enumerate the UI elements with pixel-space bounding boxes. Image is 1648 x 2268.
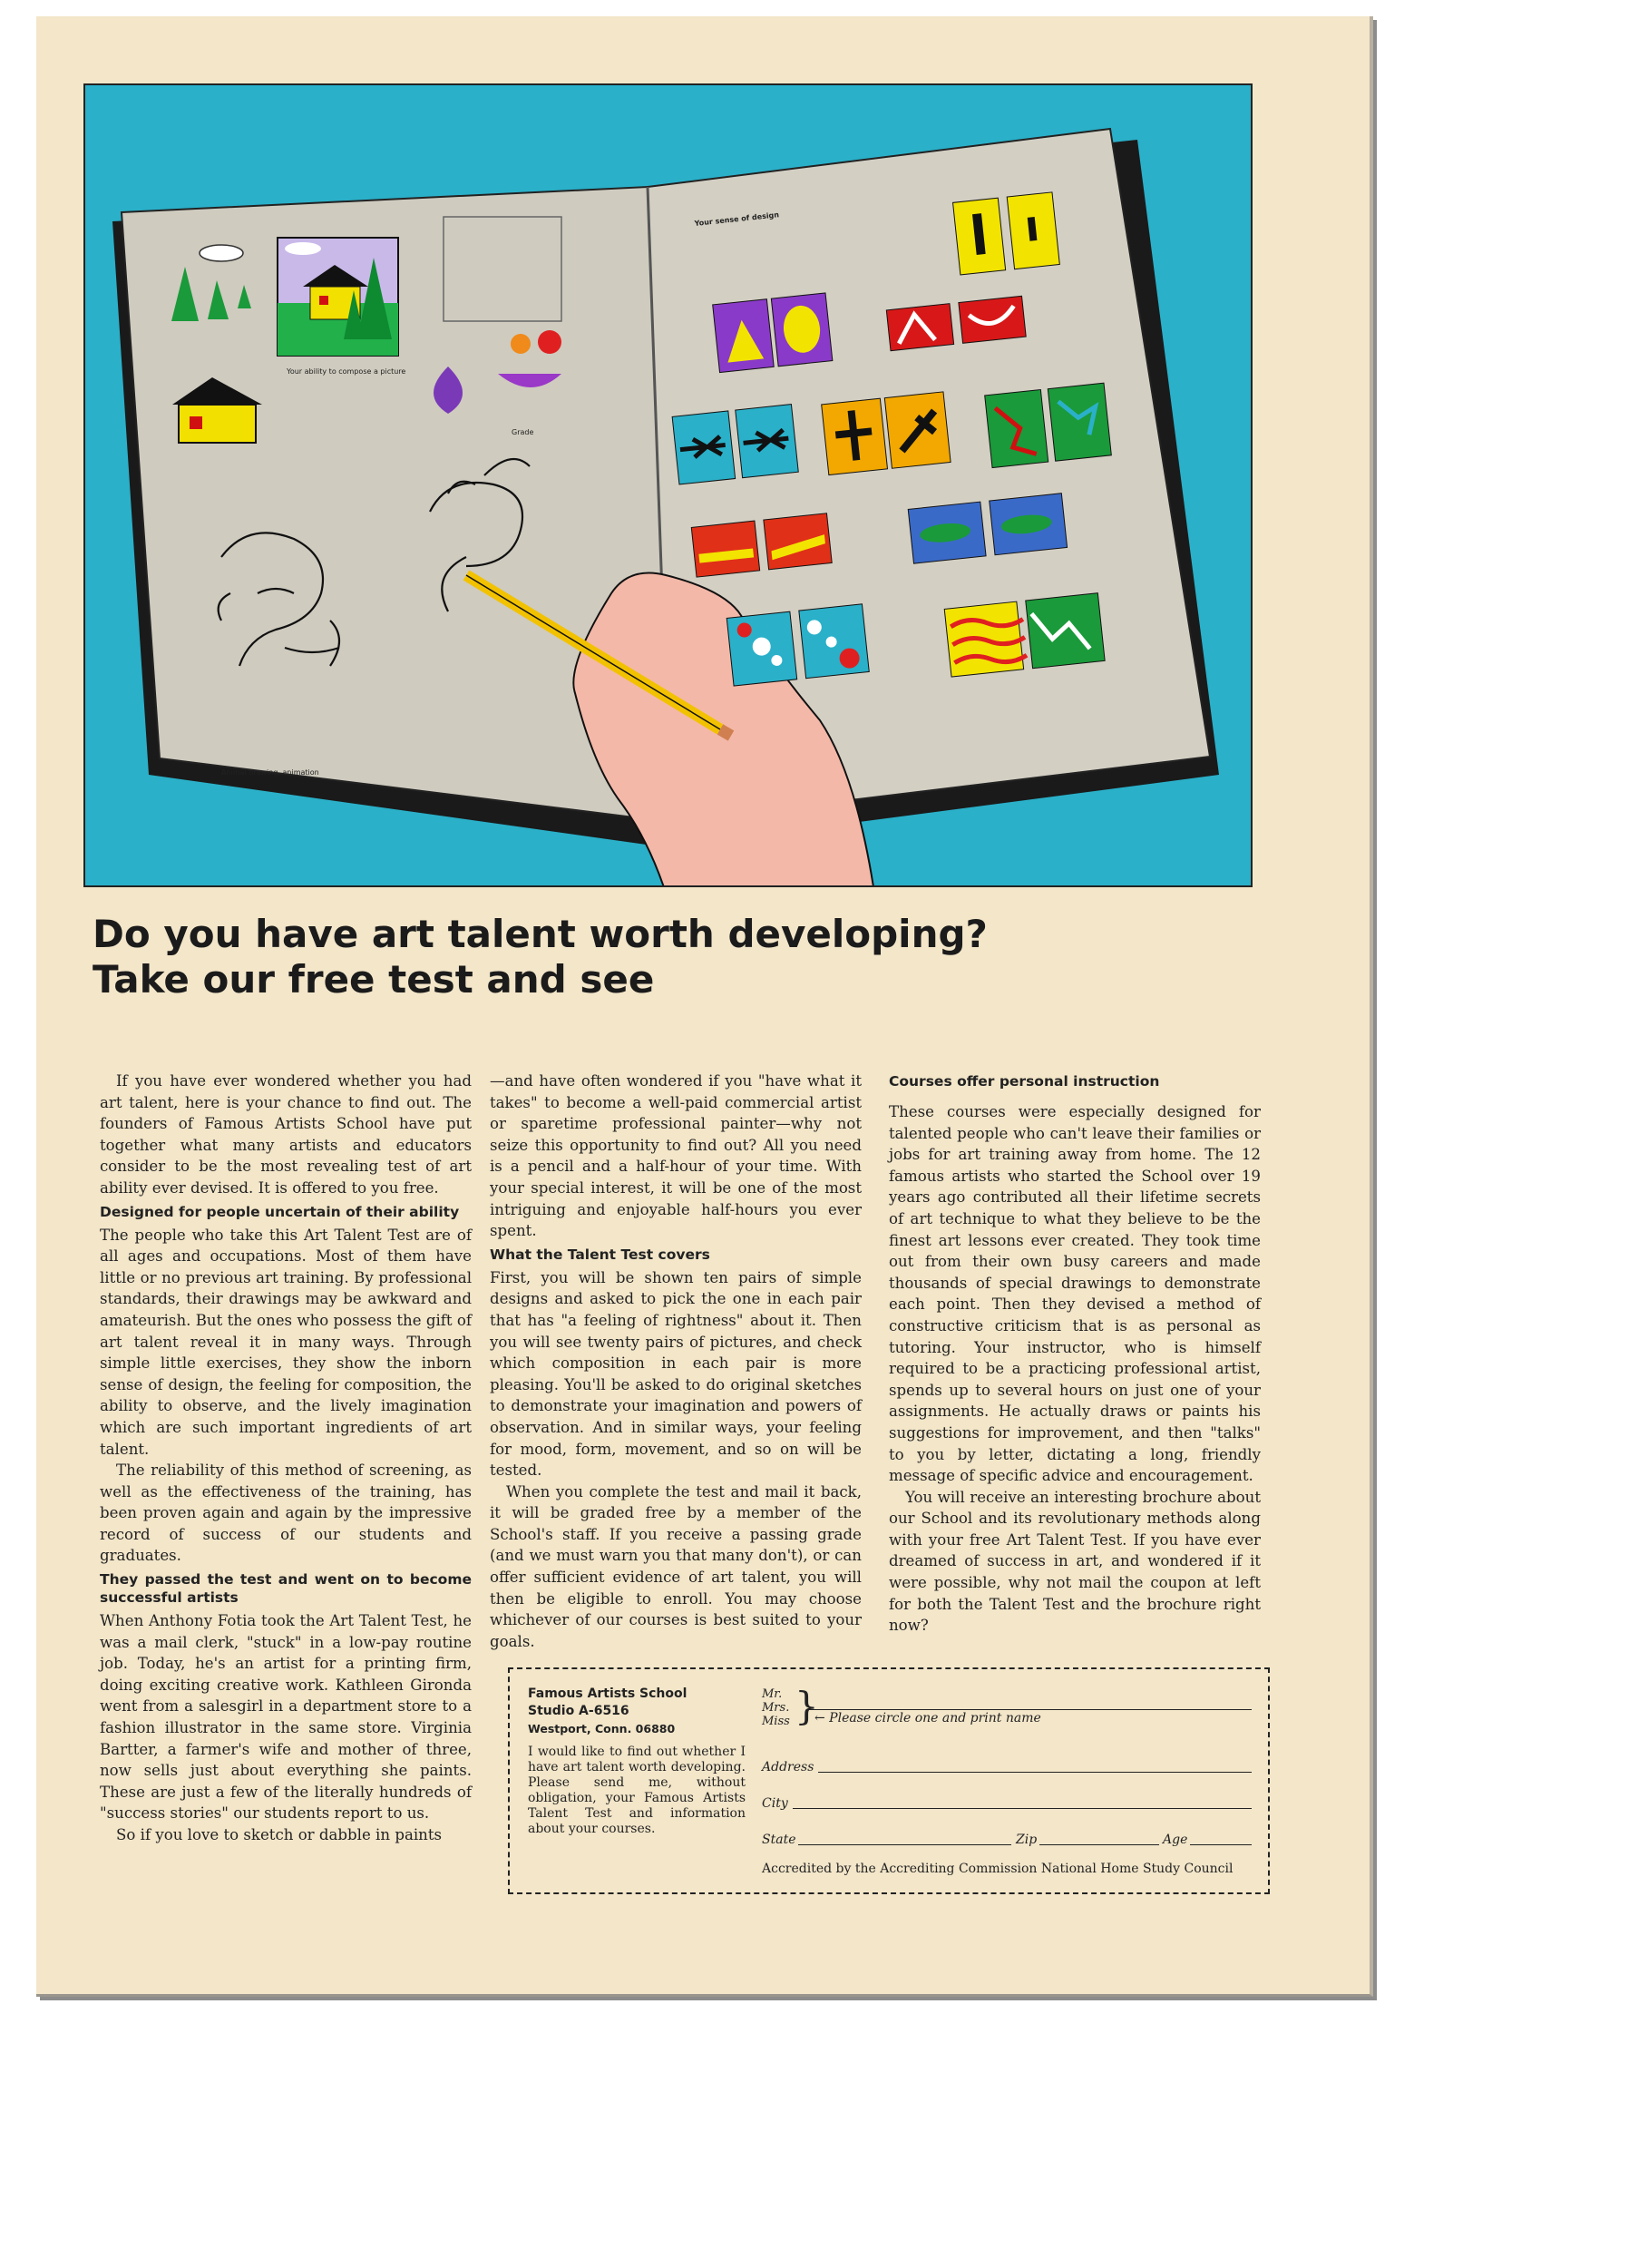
coupon-title-mr[interactable]: Mr.	[762, 1687, 783, 1701]
coupon-zip-label: Zip	[1016, 1833, 1038, 1847]
col1-paragraph-3: The reliability of this method of screening, as well as the effectiveness of the training, has been proven again and again by the impressive record of success of our students and graduates.	[100, 1461, 472, 1565]
headline-line2: Take our free test and see	[93, 957, 655, 1002]
coupon-studio: Studio A-6516	[528, 1704, 629, 1718]
coupon-school-name: Famous Artists School	[528, 1686, 687, 1701]
coupon-name-line[interactable]	[807, 1709, 1252, 1710]
coupon-city-line[interactable]	[793, 1808, 1252, 1809]
coupon-title-options[interactable]	[762, 1687, 790, 1728]
brace-glyph: }	[795, 1684, 819, 1728]
article-column-1	[100, 1070, 472, 1846]
coupon-accreditation: Accredited by the Accrediting Commission National Home Study Council	[762, 1862, 1234, 1876]
mail-in-coupon[interactable]	[508, 1667, 1270, 1894]
coupon-age-label: Age	[1163, 1833, 1188, 1847]
animal-caption: Animal drawing, animation	[221, 768, 319, 777]
compose-caption: Your ability to compose a picture	[287, 367, 406, 376]
coupon-state-line[interactable]	[798, 1844, 1011, 1845]
coupon-title-miss[interactable]: Miss	[762, 1715, 790, 1728]
coupon-circle-note: ← Please circle one and print name	[814, 1711, 1041, 1725]
cloud-sketch-icon	[200, 245, 243, 261]
col2-paragraph-1: —and have often wondered if you "have what it takes" to become a well-paid commercial artist or sparetime professional painter—why not seize this opportunity to find out? All you need is a pencil and a half-hour of your time. With your special interest, it will be one of the most intriguing and enjoyable half-hours you ever spent.	[490, 1072, 862, 1240]
grade-label: Grade	[512, 428, 534, 436]
coupon-request-text: I would like to find out whether I have art talent worth developing. Please send me, without obligation, your Famous Artists Talent Test and information about your courses.	[528, 1745, 746, 1836]
coupon-state-row[interactable]	[762, 1813, 1252, 1849]
col1-paragraph-4: When Anthony Fotia took the Art Talent Test, he was a mail clerk, "stuck" in a low-pay routine job. Today, he's an artist for a printing firm, doing exciting creative work. Kathleen Gironda went from a salesgirl in a department store to a fashion illustrator in the same store. Virginia Bartter, a farmer's wife and mother of three, now sells just about everything she paints. These are just a few of the literally hundreds of "success stories" our students report to us.	[100, 1612, 472, 1823]
col2-paragraph-3: When you complete the test and mail it back, it will be graded free by a member of the School's staff. If you receive a passing grade (and we must warn you that many don't), or can offer sufficient evidence of art talent, you will then be eligible to enroll. You may choose whichever of our courses is best suited to your goals.	[490, 1482, 862, 1650]
coupon-name-row[interactable]	[762, 1684, 1252, 1740]
col1-paragraph-1: If you have ever wondered whether you had art talent, here is your chance to find out. The founders of Famous Artists School have put together what many artists and educators consider to be the most revealing test of art ability ever devised. It is offered to you free.	[100, 1072, 472, 1197]
coupon-zip-line[interactable]	[1039, 1844, 1159, 1845]
col2-paragraph-2: First, you will be shown ten pairs of simple designs and asked to pick the one in each pair that has "a feeling of rightness" about it. Then you will see twenty pairs of pictures, and check which composition in each pair is more pleasing. You'll be asked to do original sketches to demonstrate your imagination and powers of observation. And in similar ways, your feeling for mood, form, movement, and so on will be tested.	[490, 1268, 862, 1480]
coupon-city: Westport, Conn. 06880	[528, 1722, 676, 1735]
coupon-city-label: City	[762, 1796, 788, 1811]
col3-paragraph-1: These courses were especially designed for talented people who can't leave their families or jobs for art training away from home. The 12 famous artists who started the School over 19 years ago contributed all their lifetime secrets of art technique to what they believe to be the finest art lessons ever created. They took time out from their own busy careers and made thousands of special drawings to demonstrate each point. Then they devised a method of constructive criticism that is as personal as tutoring. Your instructor, who is himself required to be a practicing professional artist, spends up to several hours on just one of your assignments. He actually draws or paints his suggestions for improvement, and then "talks" to you by letter, dictating a long, friendly message of specific advice and encouragement.	[889, 1103, 1261, 1485]
headline-line1: Do you have art talent worth developing?	[93, 912, 988, 956]
coupon-address-row[interactable]	[762, 1740, 1252, 1776]
coupon-city-row[interactable]	[762, 1776, 1252, 1813]
sense-heading: Your sense of design	[694, 210, 780, 228]
coupon-address-label: Address	[762, 1760, 814, 1774]
illustration-art-test-book	[83, 83, 1253, 887]
col3-paragraph-2: You will receive an interesting brochure about our School and its revolutionary methods along with your free Art Talent Test. If you have ever dreamed of success in art, and wondered if it were possible, why not mail the coupon at left for both the Talent Test and the brochure right now?	[889, 1488, 1261, 1635]
coupon-age-line[interactable]	[1190, 1844, 1252, 1845]
col1-subhead-1: Designed for people uncertain of their ability	[100, 1203, 460, 1220]
article-column-3	[889, 1069, 1261, 1637]
coupon-address-block	[528, 1686, 746, 1837]
col1-paragraph-5: So if you love to sketch or dabble in paints	[116, 1826, 443, 1843]
headline	[93, 912, 988, 1002]
article-column-2	[490, 1070, 862, 1652]
composed-picture-icon	[278, 238, 398, 356]
coupon-title-mrs[interactable]: Mrs.	[762, 1701, 790, 1715]
col1-paragraph-2: The people who take this Art Talent Test are of all ages and occupations. Most of them have little or no previous art training. By professional standards, their drawings may be awkward and amateurish. But the ones who possess the gift of art talent reveal it in many ways. Through simple little exercises, they show the inborn sense of design, the feeling for composition, the ability to observe, and the lively imagination which are such important ingredients of art talent.	[100, 1226, 472, 1458]
coupon-address-line[interactable]	[818, 1772, 1252, 1773]
col3-subhead-1: Courses offer personal instruction	[889, 1073, 1160, 1090]
coupon-form-fields	[762, 1684, 1252, 1849]
col1-subhead-2: They passed the test and went on to become successful artists	[100, 1571, 472, 1607]
coupon-state-label: State	[762, 1833, 796, 1847]
col2-subhead-1: What the Talent Test covers	[490, 1246, 710, 1263]
